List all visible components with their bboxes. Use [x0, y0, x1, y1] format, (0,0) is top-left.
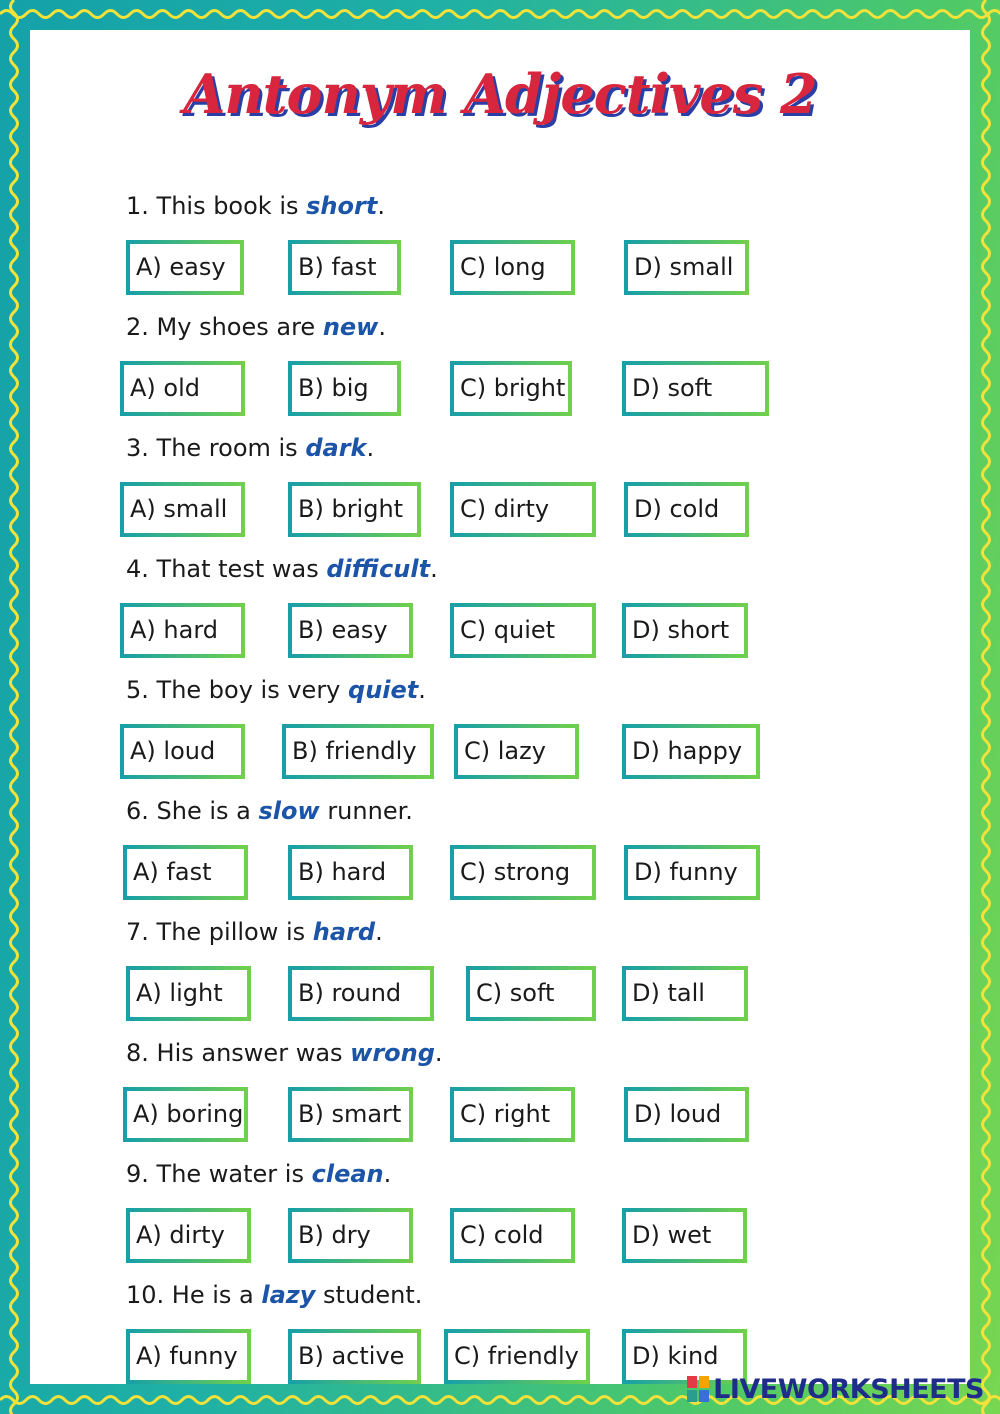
answer-option[interactable]: D) wet — [622, 1208, 747, 1263]
question-text-end: . — [378, 313, 386, 341]
answer-option[interactable]: C) strong — [450, 845, 596, 900]
answer-option[interactable]: D) funny — [624, 845, 760, 900]
answer-option[interactable]: B) big — [288, 361, 401, 416]
question-prompt — [126, 1160, 391, 1188]
answer-option[interactable]: B) hard — [288, 845, 413, 900]
question-text: 1. This book is — [126, 192, 307, 220]
question-keyword: slow — [258, 797, 320, 825]
wavy-line — [11, 0, 18, 1414]
question-keyword: difficult — [326, 555, 431, 583]
worksheet-title: Antonym Adjectives 2 — [183, 62, 817, 126]
question-keyword: new — [322, 313, 379, 341]
answer-option[interactable]: B) easy — [288, 603, 413, 658]
answer-option[interactable]: D) kind — [622, 1329, 747, 1384]
answer-option[interactable]: A) hard — [120, 603, 245, 658]
answer-option[interactable]: D) small — [624, 240, 749, 295]
question-text: 7. The pillow is — [126, 918, 313, 946]
question-text-end: runner. — [319, 797, 413, 825]
answer-option[interactable]: C) cold — [450, 1208, 575, 1263]
answer-option[interactable]: D) soft — [622, 361, 769, 416]
question-text: 9. The water is — [126, 1160, 312, 1188]
answer-option[interactable]: B) smart — [288, 1087, 413, 1142]
question-prompt — [126, 918, 383, 946]
question-keyword: wrong — [350, 1039, 435, 1067]
wavy-line — [0, 11, 1000, 18]
question-text: 4. That test was — [126, 555, 327, 583]
answer-option[interactable]: C) quiet — [450, 603, 596, 658]
question-keyword: quiet — [348, 676, 419, 704]
answer-option[interactable]: C) long — [450, 240, 575, 295]
question-text: 8. His answer was — [126, 1039, 351, 1067]
answer-option[interactable]: D) happy — [622, 724, 760, 779]
question-text-end: . — [434, 1039, 443, 1067]
question-text: 3. The room is — [126, 434, 306, 462]
answer-option[interactable]: C) bright — [450, 361, 572, 416]
answer-option[interactable]: A) funny — [126, 1329, 251, 1384]
question-text: 2. My shoes are — [126, 313, 323, 341]
question-text-end: . — [375, 918, 383, 946]
answer-option[interactable]: A) fast — [123, 845, 248, 900]
answer-option[interactable]: B) dry — [288, 1208, 413, 1263]
question-text: 6. She is a — [126, 797, 259, 825]
question-prompt — [126, 797, 413, 825]
question-prompt — [126, 555, 438, 583]
question-text-end: . — [418, 676, 426, 704]
answer-option[interactable]: B) bright — [288, 482, 421, 537]
liveworksheets-brand — [687, 1372, 984, 1406]
answer-option[interactable]: C) right — [450, 1087, 575, 1142]
answer-option[interactable]: C) friendly — [444, 1329, 590, 1384]
question-text-end: . — [383, 1160, 392, 1188]
question-prompt — [126, 313, 386, 341]
question-keyword: lazy — [261, 1281, 316, 1309]
answer-option[interactable]: B) active — [288, 1329, 421, 1384]
question-text-end: . — [430, 555, 438, 583]
question-prompt — [126, 676, 426, 704]
question-keyword: hard — [312, 918, 376, 946]
brand-name: LIVEWORKSHEETS — [713, 1373, 984, 1405]
question-prompt — [126, 1039, 443, 1067]
question-keyword: short — [306, 192, 378, 220]
question-prompt — [126, 192, 385, 220]
answer-option[interactable]: B) fast — [288, 240, 401, 295]
question-prompt — [126, 434, 374, 462]
answer-option[interactable]: A) boring — [123, 1087, 248, 1142]
liveworksheets-logo-icon — [687, 1376, 709, 1402]
answer-option[interactable]: C) lazy — [454, 724, 579, 779]
answer-option[interactable]: A) light — [126, 966, 251, 1021]
answer-option[interactable]: B) round — [288, 966, 434, 1021]
answer-option[interactable]: A) dirty — [126, 1208, 251, 1263]
question-text: 5. The boy is very — [126, 676, 349, 704]
answer-option[interactable]: D) loud — [624, 1087, 749, 1142]
answer-option[interactable]: C) dirty — [450, 482, 596, 537]
answer-option[interactable]: B) friendly — [282, 724, 434, 779]
question-text-end: . — [366, 434, 375, 462]
question-text-end: . — [377, 192, 385, 220]
question-keyword: dark — [305, 434, 367, 462]
answer-option[interactable]: C) soft — [466, 966, 596, 1021]
answer-option[interactable]: A) old — [120, 361, 245, 416]
question-text: 10. He is a — [126, 1281, 262, 1309]
answer-option[interactable]: A) small — [120, 482, 245, 537]
answer-option[interactable]: A) easy — [126, 240, 244, 295]
question-keyword: clean — [311, 1160, 384, 1188]
answer-option[interactable]: D) cold — [624, 482, 749, 537]
answer-option[interactable]: D) tall — [622, 966, 748, 1021]
wavy-line — [983, 0, 990, 1414]
question-text-end: student. — [315, 1281, 423, 1309]
answer-option[interactable]: D) short — [622, 603, 748, 658]
question-prompt — [126, 1281, 422, 1309]
answer-option[interactable]: A) loud — [120, 724, 245, 779]
